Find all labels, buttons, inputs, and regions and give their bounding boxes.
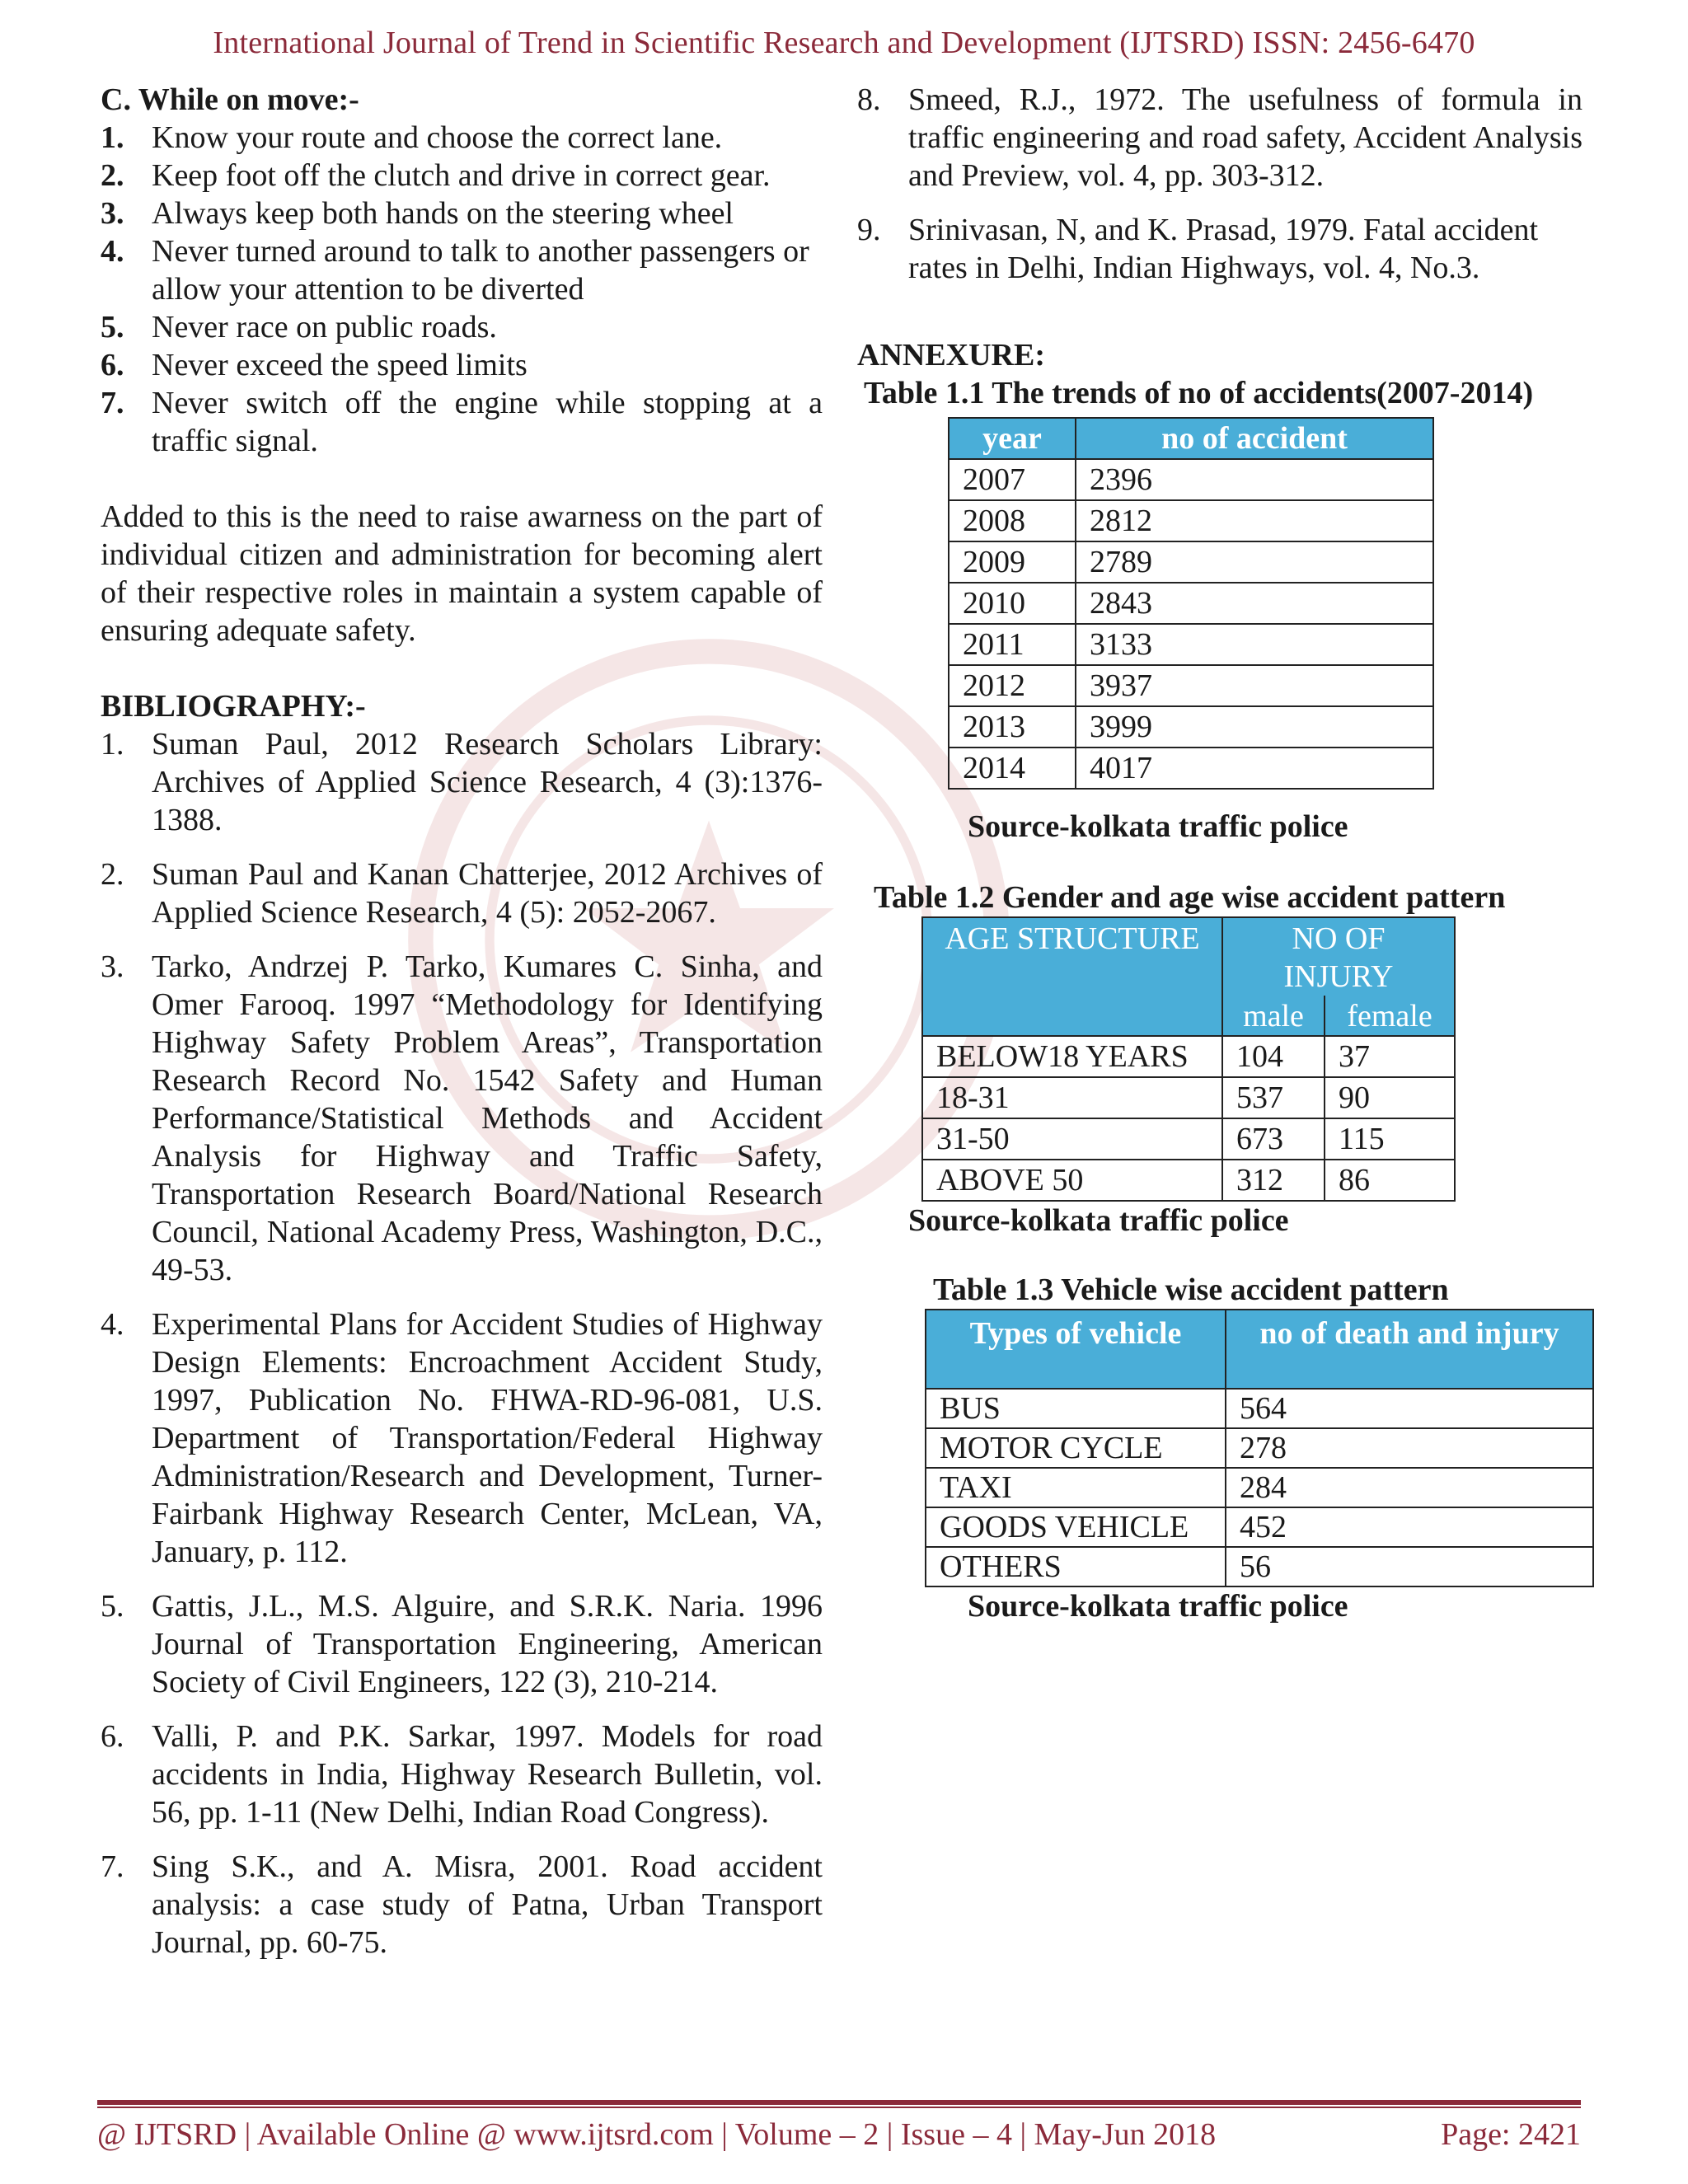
table-cell: 673 bbox=[1222, 1118, 1325, 1160]
item-text: Never exceed the speed limits bbox=[152, 348, 528, 382]
reference-number: 9. bbox=[857, 213, 881, 247]
item-number: 7. bbox=[101, 386, 124, 420]
table-row bbox=[949, 500, 1433, 541]
accident-trends-table bbox=[948, 417, 1434, 790]
section-c-list bbox=[101, 119, 823, 460]
reference-text: Suman Paul, 2012 Research Scholars Library: Archives of Applied Science Research, 4 (3):1376-1388. bbox=[152, 727, 823, 837]
table3-caption: Table 1.3 Vehicle wise accident pattern bbox=[933, 1272, 1449, 1307]
list-item bbox=[101, 346, 823, 384]
item-text: Never turned around to talk to another passengers or allow your attention to be diverted bbox=[152, 234, 809, 307]
table-cell: 2010 bbox=[949, 583, 1076, 624]
table-cell: 4017 bbox=[1076, 748, 1433, 789]
table-cell: ABOVE 50 bbox=[922, 1160, 1222, 1201]
reference-text: Suman Paul and Kanan Chatterjee, 2012 Archives of Applied Science Research, 4 (5): 2052-2067. bbox=[152, 857, 823, 930]
table-cell: 2011 bbox=[949, 624, 1076, 665]
column-header: no of death and injury bbox=[1226, 1310, 1593, 1389]
list-item bbox=[101, 308, 823, 346]
item-text: Never race on public roads. bbox=[152, 310, 497, 344]
item-number: 4. bbox=[101, 234, 124, 269]
annexure-heading: ANNEXURE: bbox=[857, 338, 1045, 373]
item-text: Know your route and choose the correct lane. bbox=[152, 120, 723, 155]
column-header: Types of vehicle bbox=[926, 1310, 1226, 1389]
table-cell: 90 bbox=[1325, 1077, 1455, 1118]
table-row bbox=[949, 706, 1433, 748]
item-number: 1. bbox=[101, 120, 124, 155]
table-cell: 3999 bbox=[1076, 706, 1433, 748]
table-cell: 31-50 bbox=[922, 1118, 1222, 1160]
list-item bbox=[101, 119, 823, 157]
table-cell: OTHERS bbox=[926, 1547, 1226, 1586]
reference-number: 7. bbox=[101, 1849, 124, 1884]
reference-item bbox=[857, 81, 1582, 194]
table-cell: 2789 bbox=[1076, 541, 1433, 583]
table2-source: Source-kolkata traffic police bbox=[908, 1203, 1289, 1238]
reference-text: Valli, P. and P.K. Sarkar, 1997. Models for road accidents in India, Highway Research Bulletin, vol. 56, pp. 1-11 (New Delhi, Indian Road Congress). bbox=[152, 1719, 823, 1830]
table-row bbox=[949, 583, 1433, 624]
item-text: Always keep both hands on the steering wheel bbox=[152, 196, 734, 231]
reference-number: 4. bbox=[101, 1307, 124, 1342]
table-cell: TAXI bbox=[926, 1468, 1226, 1507]
table-row bbox=[922, 1036, 1455, 1077]
column-header: AGE STRUCTURE bbox=[922, 917, 1222, 1036]
reference-text: Smeed, R.J., 1972. The usefulness of formula in traffic engineering and road safety, Accident Analysis and Preview, vol. 4, pp. 303-312. bbox=[908, 82, 1582, 193]
reference-number: 8. bbox=[857, 82, 881, 117]
reference-number: 1. bbox=[101, 727, 124, 762]
reference-number: 5. bbox=[101, 1589, 124, 1624]
table-cell: MOTOR CYCLE bbox=[926, 1428, 1226, 1468]
footer-page-number: Page: 2421 bbox=[1441, 2117, 1581, 2152]
gender-age-table bbox=[921, 916, 1456, 1202]
list-item bbox=[101, 384, 823, 460]
table-cell: GOODS VEHICLE bbox=[926, 1507, 1226, 1547]
reference-text: Srinivasan, N, and K. Prasad, 1979. Fatal accident rates in Delhi, Indian Highways, vol. 4, No.3. bbox=[908, 213, 1539, 285]
table-row bbox=[922, 1077, 1455, 1118]
table-cell: 312 bbox=[1222, 1160, 1325, 1201]
reference-text: Gattis, J.L., M.S. Alguire, and S.R.K. Naria. 1996 Journal of Transportation Engineering, American Society of Civil Engineers, 122 (3), 210-214. bbox=[152, 1589, 823, 1699]
reference-item bbox=[101, 855, 823, 931]
table-cell: 18-31 bbox=[922, 1077, 1222, 1118]
column-header: year bbox=[949, 418, 1076, 459]
page-footer bbox=[97, 2116, 1581, 2153]
table-cell: 3937 bbox=[1076, 665, 1433, 706]
item-number: 5. bbox=[101, 310, 124, 344]
list-item bbox=[101, 157, 823, 194]
item-number: 3. bbox=[101, 196, 124, 231]
item-text: Never switch off the engine while stopping at a traffic signal. bbox=[152, 386, 823, 458]
table-row bbox=[949, 624, 1433, 665]
reference-number: 2. bbox=[101, 857, 124, 892]
left-column bbox=[101, 81, 823, 1978]
table-cell: 452 bbox=[1226, 1507, 1593, 1547]
table-cell: 2013 bbox=[949, 706, 1076, 748]
table-cell: 86 bbox=[1325, 1160, 1455, 1201]
bibliography-list bbox=[101, 725, 823, 1961]
reference-item bbox=[857, 211, 1582, 287]
table-cell: 2014 bbox=[949, 748, 1076, 789]
table-row bbox=[926, 1507, 1593, 1547]
reference-text: Sing S.K., and A. Misra, 2001. Road accident analysis: a case study of Patna, Urban Transport Journal, pp. 60-75. bbox=[152, 1849, 823, 1960]
table-cell: 2007 bbox=[949, 459, 1076, 500]
table-cell: 2812 bbox=[1076, 500, 1433, 541]
table-cell: 56 bbox=[1226, 1547, 1593, 1586]
footer-rule-thin bbox=[97, 2107, 1581, 2108]
table-cell: 2012 bbox=[949, 665, 1076, 706]
bibliography-heading: BIBLIOGRAPHY:- bbox=[101, 689, 366, 724]
table-cell: 3133 bbox=[1076, 624, 1433, 665]
table-row bbox=[922, 1160, 1455, 1201]
reference-number: 3. bbox=[101, 949, 124, 984]
right-column bbox=[857, 81, 1582, 1625]
reference-item bbox=[101, 948, 823, 1289]
table-cell: 278 bbox=[1226, 1428, 1593, 1468]
footer-rule bbox=[97, 2100, 1581, 2105]
reference-item bbox=[101, 1587, 823, 1701]
footer-publication-info: @ IJTSRD | Available Online @ www.ijtsrd.com | Volume – 2 | Issue – 4 | May-Jun 2018 bbox=[97, 2117, 1217, 2152]
reference-number: 6. bbox=[101, 1719, 124, 1754]
column-header: no of accident bbox=[1076, 418, 1433, 459]
bibliography-list-continued bbox=[857, 81, 1582, 287]
awareness-paragraph: Added to this is the need to raise awarness on the part of individual citizen and administration for becoming alert of their respective roles in maintain a system capable of ensuring adequate safety. bbox=[101, 499, 823, 648]
table-row bbox=[926, 1428, 1593, 1468]
table-cell: 2396 bbox=[1076, 459, 1433, 500]
table-cell: 537 bbox=[1222, 1077, 1325, 1118]
reference-text: Tarko, Andrzej P. Tarko, Kumares C. Sinha, and Omer Farooq. 1997 “Methodology for Identifying Highway Safety Problem Areas”, Transportation Research Record No. 1542 Safety and Human Performance/Statistical Methods and Accident Analysis for Highway and Traffic Safety, Transportation Research Board/National Research Council, National Academy Press, Washington, D.C., 49-53. bbox=[152, 949, 823, 1287]
list-item bbox=[101, 232, 823, 308]
table-row bbox=[926, 1389, 1593, 1428]
column-header: NO OF INJURY bbox=[1222, 917, 1455, 996]
table-row bbox=[949, 541, 1433, 583]
table-cell: BELOW18 YEARS bbox=[922, 1036, 1222, 1077]
table-row bbox=[926, 1547, 1593, 1586]
table-row bbox=[922, 1118, 1455, 1160]
reference-item bbox=[101, 1718, 823, 1831]
column-header: male bbox=[1222, 996, 1325, 1036]
column-header: female bbox=[1325, 996, 1455, 1036]
table-cell: 564 bbox=[1226, 1389, 1593, 1428]
table-cell: 115 bbox=[1325, 1118, 1455, 1160]
item-number: 6. bbox=[101, 348, 124, 382]
table-header-row bbox=[949, 418, 1433, 459]
table-row bbox=[949, 459, 1433, 500]
section-c-heading: C. While on move:- bbox=[101, 82, 359, 117]
reference-text: Experimental Plans for Accident Studies of Highway Design Elements: Encroachment Accident Study, 1997, Publication No. FHWA-RD-96-081, U.S. Department of Transportation/Federal Highway Administration/Research and Development, Turner-Fairbank Highway Research Center, McLean, VA, January, p. 112. bbox=[152, 1307, 823, 1569]
table1-caption: Table 1.1 The trends of no of accidents(2007-2014) bbox=[864, 376, 1534, 410]
reference-item bbox=[101, 725, 823, 839]
reference-item bbox=[101, 1848, 823, 1961]
item-text: Keep foot off the clutch and drive in correct gear. bbox=[152, 158, 771, 193]
table-cell: 2843 bbox=[1076, 583, 1433, 624]
table-row bbox=[926, 1468, 1593, 1507]
item-number: 2. bbox=[101, 158, 124, 193]
table-cell: 104 bbox=[1222, 1036, 1325, 1077]
reference-item bbox=[101, 1305, 823, 1571]
table-header-row bbox=[922, 917, 1455, 996]
table-row bbox=[949, 665, 1433, 706]
table2-caption: Table 1.2 Gender and age wise accident pattern bbox=[874, 880, 1506, 915]
table-cell: 2008 bbox=[949, 500, 1076, 541]
vehicle-accident-table bbox=[925, 1309, 1594, 1587]
list-item bbox=[101, 194, 823, 232]
table-cell: BUS bbox=[926, 1389, 1226, 1428]
table-header-row bbox=[926, 1310, 1593, 1389]
table1-source: Source-kolkata traffic police bbox=[968, 809, 1348, 844]
table-cell: 37 bbox=[1325, 1036, 1455, 1077]
table-cell: 284 bbox=[1226, 1468, 1593, 1507]
table-row bbox=[949, 748, 1433, 789]
journal-header: International Journal of Trend in Scientific Research and Development (IJTSRD) ISSN: 2456-6470 bbox=[213, 26, 1475, 60]
table-cell: 2009 bbox=[949, 541, 1076, 583]
table3-source: Source-kolkata traffic police bbox=[968, 1589, 1348, 1624]
